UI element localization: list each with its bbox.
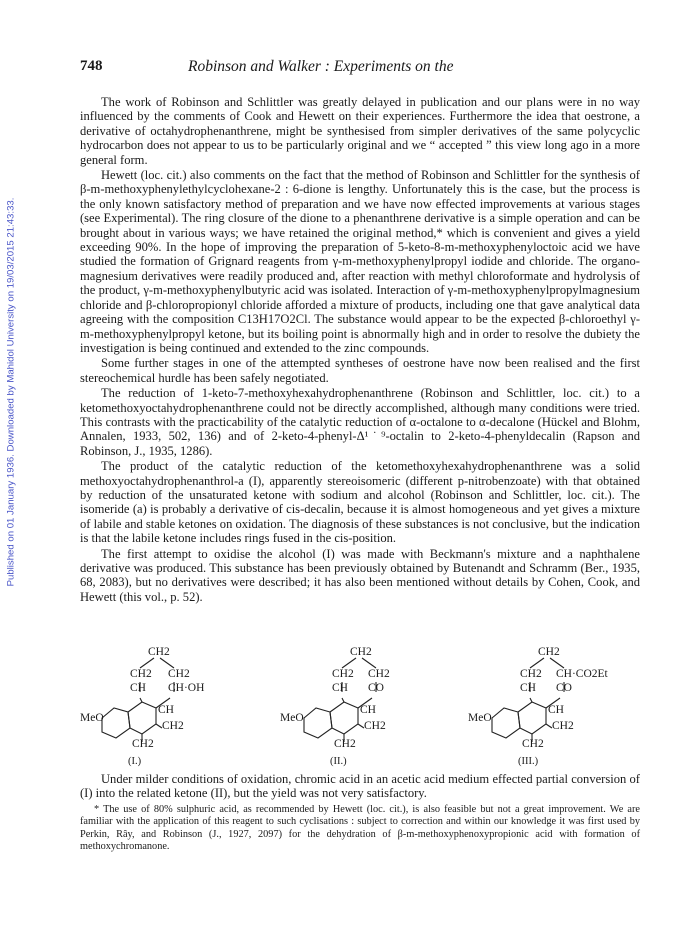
- formula-iii: CH2 CH2 CH·CO2Et CH CO CH CH2 CH2 MeO (III.): [458, 646, 640, 774]
- download-watermark: [2, 180, 20, 605]
- formula-ii: CH2 CH2 CH2 CH CO CH CH2 CH2 MeO (II.): [270, 646, 440, 774]
- paragraph-1: The work of Robinson and Schlittler was greatly delayed in publication and our plans were in no way influenced by the comments of Cook and Hewett on their experiences. Furthermore the idea that oestrone, a derivative of octahydrophenanthrene, might be synthesised from simpler derivatives of the same polycyclic hydrocarbon does not appear to us to be particularly original and we “ accepted ” this view long ago in a more general form.: [80, 95, 640, 167]
- page-number: 748: [80, 58, 103, 74]
- running-title: Robinson and Walker : Experiments on the: [188, 58, 454, 75]
- paragraph-4: The reduction of 1-keto-7-methoxyhexahydrophenanthrene (Robinson and Schlittler, loc. cit.) to a ketomethoxyoctahydrophenanthrene could not be directly accomplished, although many conditions were tried. This contrasts with the practicability of the catalytic reduction of α-octalone to α-decalone (Hückel and Blohm, Annalen, 1933, 502, 136) and of 2-keto-4-phenyl-Δ¹˙⁹-octalin to 2-keto-4-phenyldecalin (Rapson and Robinson, J., 1935, 1286).: [80, 386, 640, 458]
- structural-formulas: [80, 646, 640, 774]
- formula-i: CH2 CH2 CH2 CH CH·OH CH CH2 CH2 MeO (I.): [80, 646, 250, 774]
- footnote-text: * The use of 80% sulphuric acid, as recommended by Hewett (loc. cit.), is also feasible but not a great improvement. We are familiar with the application of this reagent to such cyclisations : subject to correction and within our knowledge it was first used by Perkin, Rây, and Robinson (J., 1927, 2097) for the dehydration of β-m-methoxyphenoxypropionic acid with formation of methoxychromanone.: [80, 804, 640, 852]
- paragraph-2: Hewett (loc. cit.) also comments on the fact that the method of Robinson and Schlittler for the synthesis of β-m-methoxyphenylethylcyclohexane-2 : 6-dione is lengthy. Unfortunately this is the case, but the process is the only known satisfactory method of preparation and we have now effected improvements at various stages (see Experimental). The ring closure of the dione to a phenanthrene derivative is a simple operation and can be brought about in various ways; we have retained the original method,* which is convenient and gives a yield exceeding 90%. In the hope of improving the preparation of 5-keto-8-m-methoxyphenyloctoic acid we have studied the formation of Grignard reagents from γ-m-methoxyphenylpropyl iodide and chloride. The organo-magnesium derivatives were readily produced and, after reaction with methyl chloroformate and hydrolysis of the product, γ-m-methoxyphenylbutyric acid was isolated. Interaction of γ-m-methoxyphenylpropylmagnesium chloride and β-chloropropionyl chloride afforded a mixture of products, including one that gave analytical data agreeing with the composition C13H17O2Cl. The substance would appear to be the expected β-chloroethyl γ-m-methoxyphenylpropyl ketone, but its boiling point is abnormally high and in order to resolve the dubiety the investigation is being continued and extended to the zinc compounds.: [80, 168, 640, 355]
- closing-text: [80, 772, 640, 801]
- published-note: Published on 01 January 1936. Downloaded by Mahidol University on 19/03/2015 21:43:33.: [5, 197, 17, 587]
- page-header: [80, 58, 640, 80]
- paragraph-6: The first attempt to oxidise the alcohol (I) was made with Beckmann's mixture and a naphthalene derivative was produced. This substance has been previously obtained by Butenandt and Schramm (Ber., 1935, 68, 2083), but no derivatives were described; it has also been mentioned without details by Cohen, Cook, and Hewett (this vol., p. 52).: [80, 546, 640, 604]
- closing-paragraph: Under milder conditions of oxidation, chromic acid in an acetic acid medium effected partial conversion of (I) into the related ketone (II), but the yield was not very satisfactory.: [80, 772, 640, 801]
- body-text: [80, 95, 640, 604]
- ring-structure-icon: [270, 646, 440, 774]
- paragraph-3: Some further stages in one of the attempted syntheses of oestrone have now been realised and the first stereochemical hurdle has been safely negotiated.: [80, 356, 640, 385]
- footnote: [80, 804, 640, 853]
- paragraph-5: The product of the catalytic reduction of the ketomethoxyhexahydrophenanthrene was a solid methoxyoctahydrophenanthrol-a (I), apparently stereoisomeric (different p-nitrobenzoate) with that obtained by reduction of the unsaturated ketone with sodium and alcohol (Robinson and Schlittler, loc. cit.). The isomeride (a) is probably a derivative of cis-decalin, because it is almost homogeneous and yet gives a mixture of labile and stable ketones on oxidation. The diagnosis of these substances is not conclusive, but the indication is that the labile ketone includes rings fused in the cis-position.: [80, 459, 640, 546]
